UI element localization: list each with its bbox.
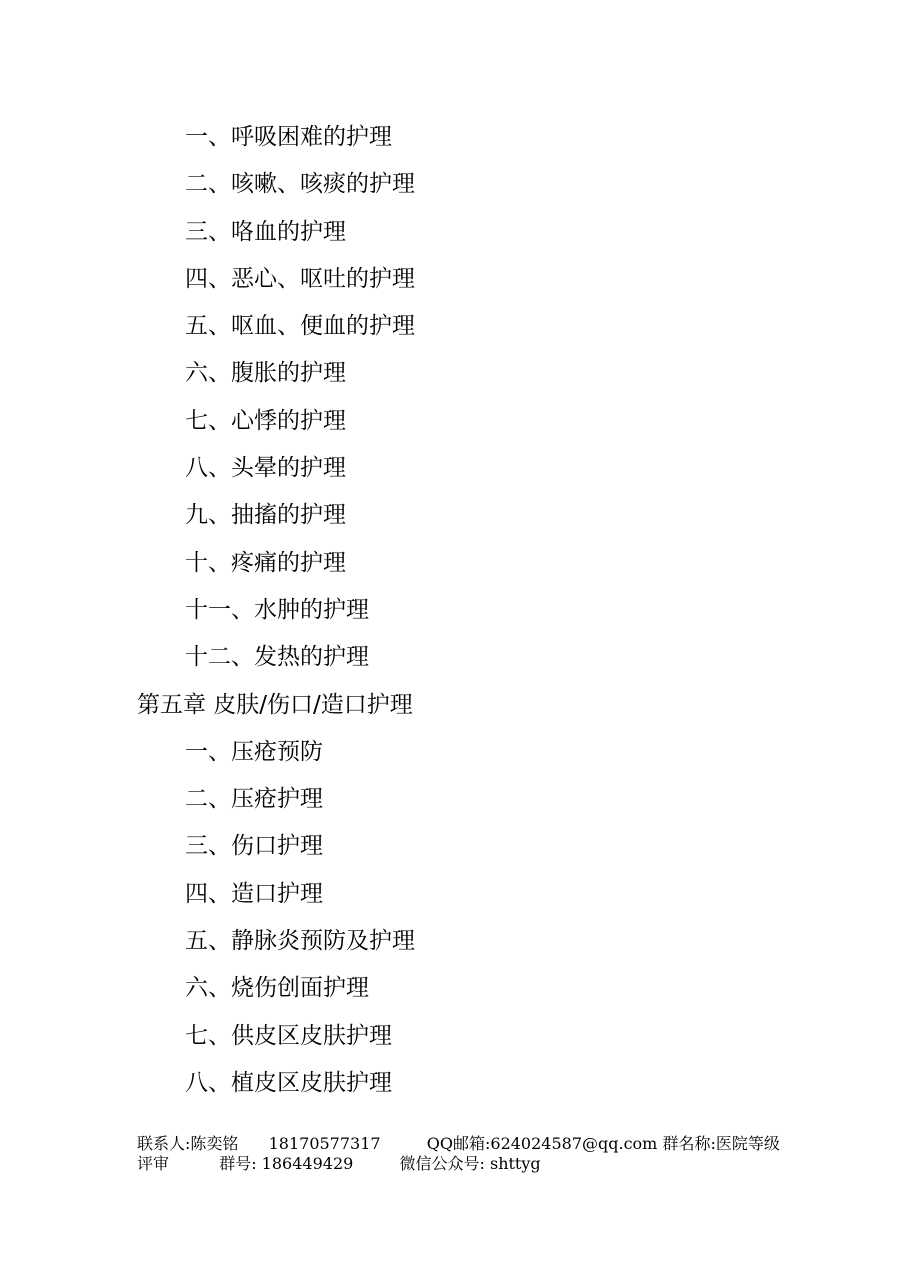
toc-item: 一、压疮预防 <box>185 738 323 765</box>
toc-item: 十、疼痛的护理 <box>185 549 346 576</box>
toc-item: 四、恶心、呕吐的护理 <box>185 265 415 292</box>
footer-group-name: 群名称:医院等级 <box>662 1134 780 1153</box>
footer-row-1 <box>137 1134 780 1154</box>
toc-item: 六、烧伤创面护理 <box>185 975 369 1002</box>
toc-item: 五、静脉炎预防及护理 <box>185 928 415 955</box>
toc-chapter-heading: 第五章 皮肤/伤口/造口护理 <box>137 691 413 718</box>
footer-group-name-cont: 评审 <box>137 1154 170 1173</box>
footer-phone: 18170577317 <box>268 1134 381 1153</box>
toc-item: 二、咳嗽、咳痰的护理 <box>185 171 415 198</box>
footer-contact <box>137 1134 780 1174</box>
toc-item: 七、供皮区皮肤护理 <box>185 1022 392 1049</box>
toc-item: 八、植皮区皮肤护理 <box>185 1069 392 1096</box>
footer-wechat: 微信公众号: shttyg <box>399 1154 541 1173</box>
toc-item: 十二、发热的护理 <box>185 644 369 671</box>
footer-group-number: 群号: 186449429 <box>219 1154 354 1173</box>
toc-item: 八、头晕的护理 <box>185 455 346 482</box>
toc-item: 三、伤口护理 <box>185 833 323 860</box>
toc-item: 七、心悸的护理 <box>185 407 346 434</box>
toc-item: 五、呕血、便血的护理 <box>185 313 415 340</box>
footer-contact-person: 联系人:陈奕铭 <box>137 1134 239 1153</box>
footer-row-2 <box>137 1154 777 1174</box>
toc-item: 二、压疮护理 <box>185 786 323 813</box>
toc-item: 十一、水肿的护理 <box>185 596 369 623</box>
toc-item: 一、呼吸困难的护理 <box>185 124 392 150</box>
toc-item: 九、抽搐的护理 <box>185 502 346 529</box>
footer-email: QQ邮箱:624024587@qq.com <box>426 1134 658 1153</box>
toc-item: 六、腹胀的护理 <box>185 360 346 387</box>
table-of-contents <box>0 114 905 1107</box>
toc-item: 三、咯血的护理 <box>185 218 346 245</box>
toc-item: 四、造口护理 <box>185 880 323 907</box>
